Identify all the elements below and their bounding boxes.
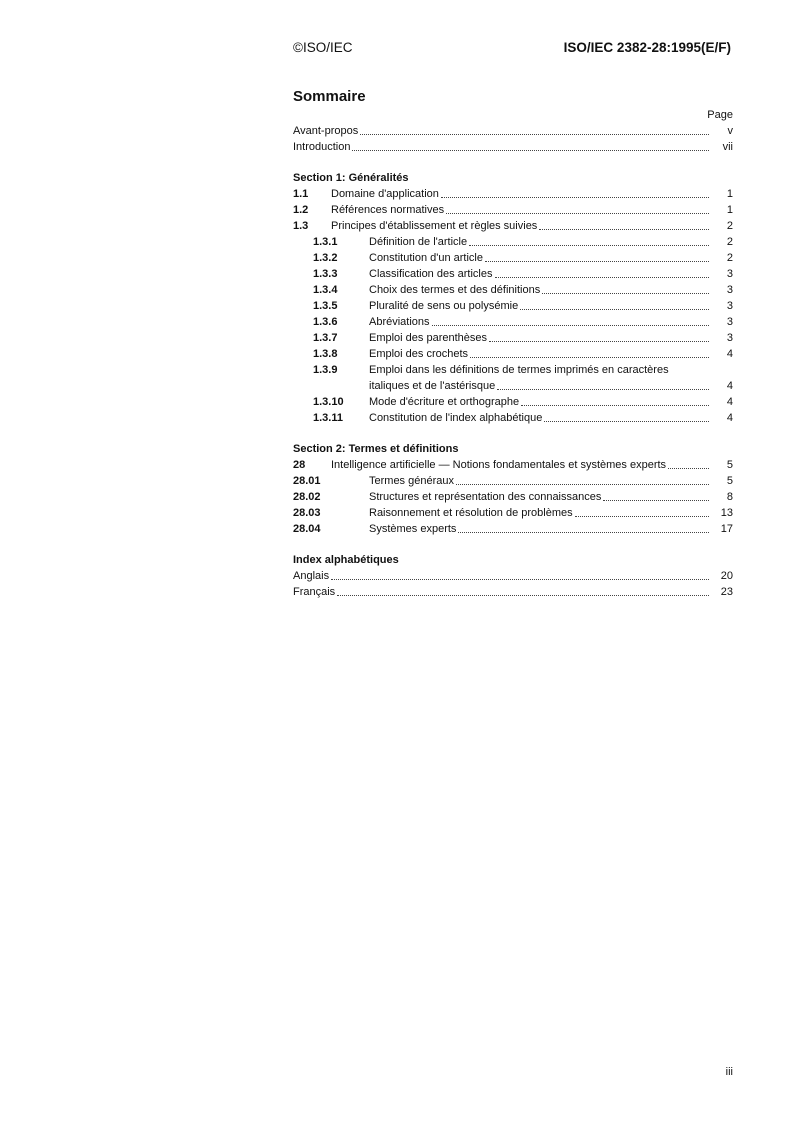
leader-dots xyxy=(331,579,709,580)
leader-dots xyxy=(432,325,709,326)
toc-entry-page: 1 xyxy=(726,188,733,200)
toc-entry xyxy=(293,186,733,202)
toc-subentry xyxy=(293,505,733,521)
toc-entry-number: 28.01 xyxy=(293,475,321,487)
toc-entry-number: 1.3.3 xyxy=(313,268,338,280)
toc-entry-number: 1.3.8 xyxy=(313,348,338,360)
toc-entry-number: 1.3.6 xyxy=(313,316,338,328)
toc-entry-page: 2 xyxy=(726,220,733,232)
toc-entry-text: Classification des articles xyxy=(369,268,493,280)
toc-subentry xyxy=(293,250,733,266)
toc-entry-page: 2 xyxy=(726,252,733,264)
toc-entry-page: 3 xyxy=(726,332,733,344)
page-column-label: Page xyxy=(707,109,733,121)
toc-entry-number: 28.04 xyxy=(293,523,321,535)
toc-entry-text: Avant-propos xyxy=(293,125,359,137)
toc-entry-text: Termes généraux xyxy=(369,475,454,487)
toc-entry xyxy=(293,202,733,218)
table-of-contents xyxy=(293,107,733,600)
toc-entry-text: Raisonnement et résolution de problèmes xyxy=(369,507,573,519)
toc-entry-text: Intelligence artificielle — Notions fondamentales et systèmes experts xyxy=(331,459,667,471)
toc-entry-text: Emploi des crochets xyxy=(369,348,469,360)
toc-entry-number: 1.3.1 xyxy=(313,236,338,248)
toc-entry-text: Définition de l'article xyxy=(369,236,468,248)
toc-entry-text: Structures et représentation des connaissances xyxy=(369,491,602,503)
toc-entry-page: 3 xyxy=(726,284,733,296)
toc-entry-text: italiques et de l'astérisque xyxy=(369,380,496,392)
toc-entry-page: 8 xyxy=(726,491,733,503)
toc-entry-text: Abréviations xyxy=(369,316,430,328)
toc-subentry xyxy=(293,410,733,426)
toc-entry-page: 4 xyxy=(726,396,733,408)
toc-subentry xyxy=(293,266,733,282)
toc-entry-text: Français xyxy=(293,586,336,598)
toc-entry-text: Systèmes experts xyxy=(369,523,457,535)
toc-subentry xyxy=(293,314,733,330)
header-copyright: ©ISO/IEC xyxy=(293,40,353,55)
leader-dots xyxy=(520,309,709,310)
toc-entry-introduction xyxy=(293,139,733,155)
toc-subentry xyxy=(293,282,733,298)
toc-subentry xyxy=(293,521,733,537)
toc-entry-index-anglais xyxy=(293,568,733,584)
toc-subentry xyxy=(293,330,733,346)
leader-dots xyxy=(360,134,709,135)
toc-entry-number: 1.3 xyxy=(293,220,309,232)
toc-subentry xyxy=(293,473,733,489)
toc-entry-page: 20 xyxy=(720,570,733,582)
leader-dots xyxy=(495,277,710,278)
toc-subentry xyxy=(293,346,733,362)
toc-entry-page: vii xyxy=(722,141,733,153)
toc-entry-text: Emploi dans les définitions de termes imprimés en caractères xyxy=(369,364,669,376)
toc-entry xyxy=(293,457,733,473)
toc-entry-number: 1.3.9 xyxy=(313,364,338,376)
toc-entry-page: 17 xyxy=(720,523,733,535)
toc-entry-page: 3 xyxy=(726,300,733,312)
header-document-number: ISO/IEC 2382-28:1995(E/F) xyxy=(563,40,731,55)
toc-entry-text: Pluralité de sens ou polysémie xyxy=(369,300,519,312)
toc-entry-page: 2 xyxy=(726,236,733,248)
page-title: Sommaire xyxy=(293,88,366,105)
toc-entry-text: Principes d'établissement et règles suivies xyxy=(331,220,538,232)
toc-entry-page: 3 xyxy=(726,316,733,328)
toc-entry-page: 4 xyxy=(726,380,733,392)
leader-dots xyxy=(458,532,709,533)
toc-entry-number: 1.3.2 xyxy=(313,252,338,264)
toc-entry-text: Anglais xyxy=(293,570,330,582)
toc-entry-number: 1.3.5 xyxy=(313,300,338,312)
toc-entry-number: 1.3.7 xyxy=(313,332,338,344)
section-2-heading: Section 2: Termes et définitions xyxy=(293,443,459,455)
leader-dots xyxy=(539,229,709,230)
leader-dots xyxy=(485,261,709,262)
toc-entry-page: 13 xyxy=(720,507,733,519)
toc-entry-number: 28 xyxy=(293,459,306,471)
toc-entry-page: 1 xyxy=(726,204,733,216)
toc-entry-page: 4 xyxy=(726,412,733,424)
toc-entry-page: 4 xyxy=(726,348,733,360)
leader-dots xyxy=(441,197,709,198)
toc-entry-number: 1.3.11 xyxy=(313,412,343,424)
toc-subentry-continuation xyxy=(293,378,733,394)
toc-entry-page: 5 xyxy=(726,459,733,471)
toc-entry-number: 1.1 xyxy=(293,188,309,200)
toc-entry-page: 5 xyxy=(726,475,733,487)
leader-dots xyxy=(352,150,709,151)
toc-entry-number: 1.2 xyxy=(293,204,309,216)
toc-entry-number: 1.3.10 xyxy=(313,396,344,408)
leader-dots xyxy=(521,405,709,406)
leader-dots xyxy=(456,484,709,485)
toc-entry-text: Emploi des parenthèses xyxy=(369,332,488,344)
leader-dots xyxy=(337,595,709,596)
leader-dots xyxy=(603,500,709,501)
toc-entry-text: Constitution de l'index alphabétique xyxy=(369,412,543,424)
leader-dots xyxy=(542,293,709,294)
toc-entry-page: 3 xyxy=(726,268,733,280)
section-1-heading: Section 1: Généralités xyxy=(293,172,409,184)
toc-subentry xyxy=(293,234,733,250)
toc-entry-number: 1.3.4 xyxy=(313,284,338,296)
toc-entry-text: Constitution d'un article xyxy=(369,252,483,264)
toc-entry-avant-propos xyxy=(293,123,733,139)
leader-dots xyxy=(469,245,709,246)
toc-entry-page: 23 xyxy=(720,586,733,598)
toc-entry-text: Domaine d'application xyxy=(331,188,439,200)
toc-entry-text: Références normatives xyxy=(331,204,445,216)
leader-dots xyxy=(489,341,709,342)
leader-dots xyxy=(544,421,709,422)
toc-subentry xyxy=(293,394,733,410)
toc-entry-text: Introduction xyxy=(293,141,351,153)
leader-dots xyxy=(575,516,709,517)
leader-dots xyxy=(446,213,709,214)
toc-entry-number: 28.03 xyxy=(293,507,321,519)
leader-dots xyxy=(668,468,709,469)
toc-subentry xyxy=(293,362,733,378)
toc-entry-number: 28.02 xyxy=(293,491,321,503)
toc-entry-text: Mode d'écriture et orthographe xyxy=(369,396,520,408)
leader-dots xyxy=(497,389,709,390)
toc-subentry xyxy=(293,489,733,505)
index-heading: Index alphabétiques xyxy=(293,554,399,566)
leader-dots xyxy=(470,357,709,358)
page-number: iii xyxy=(725,1066,733,1078)
toc-entry-index-francais xyxy=(293,584,733,600)
toc-entry xyxy=(293,218,733,234)
toc-entry-page: v xyxy=(727,125,733,137)
toc-entry-text: Choix des termes et des définitions xyxy=(369,284,541,296)
toc-subentry xyxy=(293,298,733,314)
